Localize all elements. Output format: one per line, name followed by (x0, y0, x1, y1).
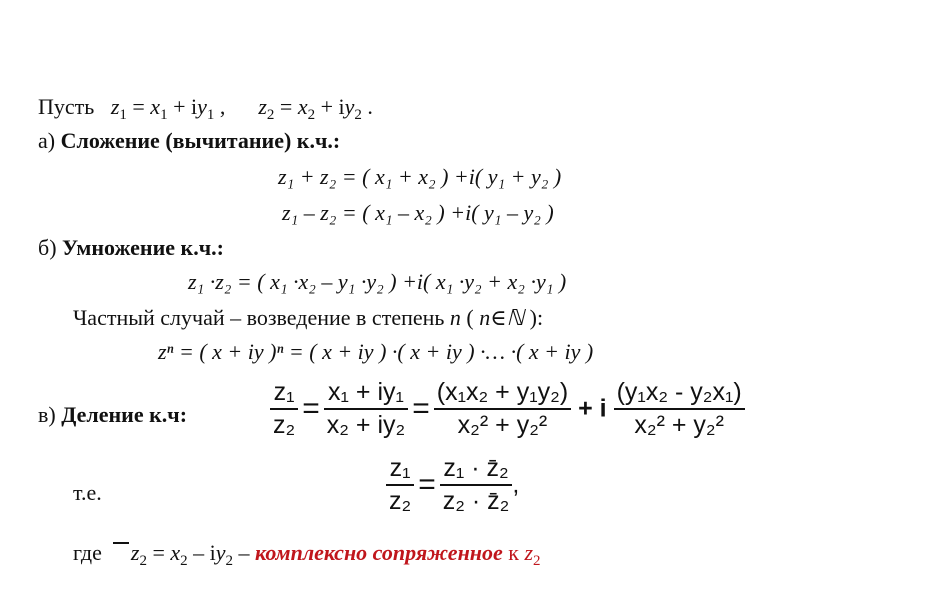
paren: ( (460, 305, 480, 330)
denominator: x₂ + iy₂ (326, 411, 406, 439)
separator: , (214, 94, 226, 119)
formula-multiplication: z₁ ·z₂ = ( x₁ ·x₂ – y₁ ·y₂ ) +i( x₁ ·y₂ + x₂ ·y₁ ) (188, 269, 567, 294)
fraction-xy (324, 380, 408, 438)
section-b-heading (38, 237, 224, 259)
paren: ): (524, 305, 544, 330)
var-z1: z (110, 94, 120, 119)
intro-line (38, 96, 373, 123)
section-title: Умножение к.ч.: (62, 235, 224, 260)
fraction-real (434, 380, 571, 438)
var-x: x (170, 540, 181, 565)
sub: 2 (266, 107, 275, 123)
n-in-naturals: n∈ℕ (479, 305, 525, 330)
denominator: z₂ · z̄₂ (442, 487, 510, 515)
var-x2: x (297, 94, 308, 119)
conjugate-bar (113, 542, 129, 544)
numerator: z₁ (273, 378, 295, 406)
intro-word: Пусть (38, 94, 95, 119)
section-prefix: а) (38, 128, 61, 153)
fraction-bar (386, 484, 414, 486)
numerator: x₁ + iy₁ (328, 378, 404, 406)
conjugate-term: комплексно сопряженное (255, 540, 503, 565)
te-label: т.е. (73, 480, 102, 505)
denominator: x₂² + y₂² (457, 411, 548, 439)
to-word: к (502, 540, 525, 565)
var-n: n (449, 305, 461, 330)
var-z: z (130, 540, 140, 565)
denominator: z₂ (389, 487, 412, 515)
section-title: Деление к.ч: (61, 402, 188, 427)
minus-i: – i (187, 540, 216, 565)
fraction-bar (614, 408, 745, 410)
formula-power: zⁿ = ( x + iy )ⁿ = ( x + iy ) ·( x + iy ) ·… ·( x + iy ) (158, 339, 594, 364)
sub: 1 (206, 107, 215, 123)
denominator: x₂² + y₂² (634, 411, 724, 439)
sub: 2 (307, 107, 316, 123)
fraction-bar (440, 484, 513, 486)
fraction-imag (614, 380, 745, 438)
sub: 2 (180, 553, 188, 569)
eq-sign: = (302, 392, 320, 425)
conjugate-definition (73, 542, 541, 569)
division-formula (270, 380, 745, 438)
eq-sign: = (126, 94, 151, 119)
var-z: z (524, 540, 534, 565)
fraction-bar (434, 408, 571, 410)
numerator: z₁ (389, 454, 411, 482)
numerator: (y₁x₂ - y₂x₁) (616, 378, 742, 406)
eq-sign: = (418, 468, 436, 501)
denominator: z₂ (273, 411, 296, 439)
eq-sign: = (412, 392, 430, 425)
section-title: Сложение (вычитание) к.ч.: (60, 128, 341, 153)
conjugate-division-formula (386, 456, 519, 514)
fraction-z1-z2 (386, 456, 414, 514)
section-prefix: б) (38, 235, 63, 260)
period: . (361, 94, 373, 119)
eq-sign: = (274, 94, 298, 119)
numerator: (x₁x₂ + y₁y₂) (436, 378, 569, 406)
var-y1: y (197, 94, 207, 119)
section-prefix: в) (38, 402, 62, 427)
var-y2: y (344, 94, 355, 119)
numerator: z₁ · z̄₂ (443, 454, 509, 482)
fraction-bar (324, 408, 408, 410)
fraction-bar (270, 408, 298, 410)
sub: 2 (139, 553, 147, 569)
fraction-conjugate (440, 456, 513, 514)
formula-subtraction: z₁ – z₂ = ( x₁ – x₂ ) +i( y₁ – y₂ ) (282, 200, 554, 225)
sub: 2 (533, 553, 541, 569)
var-z2: z (258, 94, 267, 119)
special-case-line (73, 307, 543, 329)
sub: 2 (225, 553, 234, 569)
plus-i: + i (167, 94, 198, 119)
section-a-heading (38, 130, 340, 152)
formula-addition: z₁ + z₂ = ( x₁ + x₂ ) +i( y₁ + y₂ ) (278, 164, 562, 189)
section-c-heading (38, 404, 187, 426)
special-case-text: Частный случай – возведение в степень (73, 305, 450, 330)
var-x1: x (150, 94, 161, 119)
eq-sign: = (146, 540, 171, 565)
var-y: y (215, 540, 226, 565)
comma: , (512, 470, 520, 499)
plus-i: + i (315, 94, 345, 119)
sub: 1 (119, 107, 127, 123)
dash: – (233, 540, 256, 565)
where-label: где (73, 540, 108, 565)
sub: 1 (160, 107, 168, 123)
fraction-z1-z2 (270, 380, 298, 438)
sub: 2 (354, 107, 362, 123)
plus-i: + i (578, 394, 607, 423)
